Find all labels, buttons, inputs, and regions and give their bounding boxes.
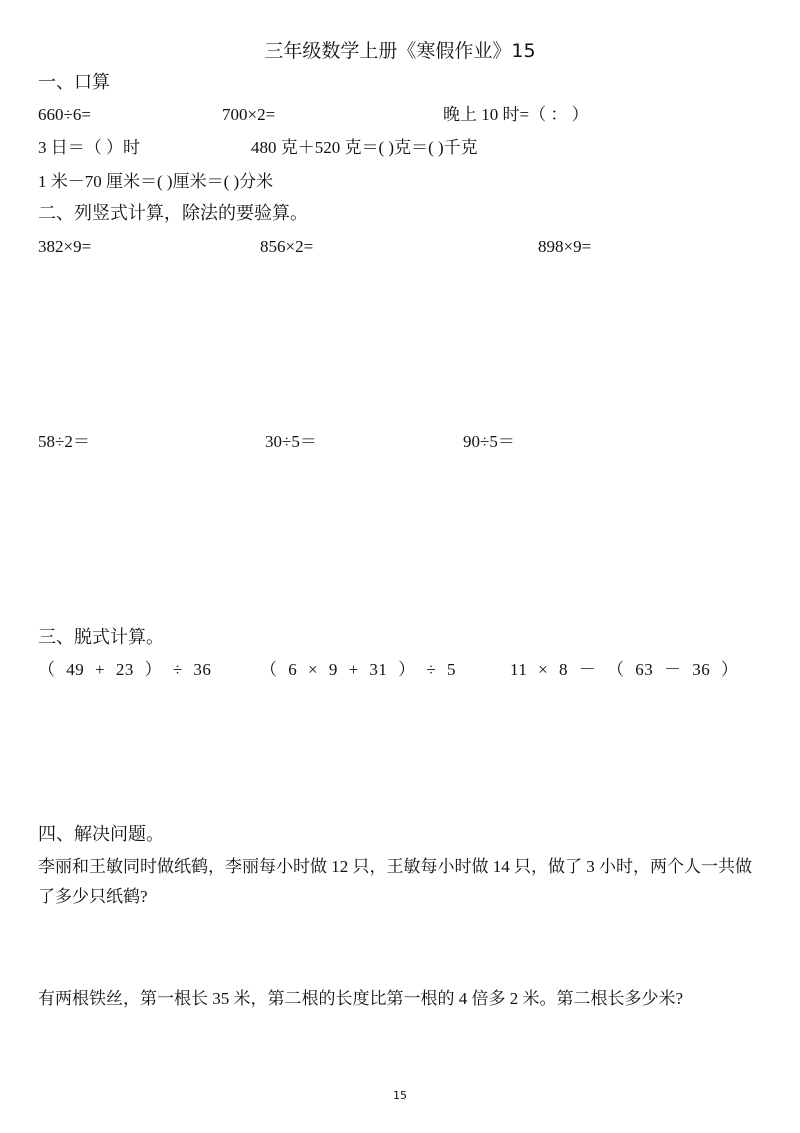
section-problems-heading: 四、解决问题。 (38, 824, 164, 845)
section-stepwise-heading: 三、脱式计算。 (38, 627, 164, 648)
oral-item-5: 480 克＋520 克＝( )克＝( )千克 (251, 138, 478, 157)
vertical-item-3: 898×9= (538, 237, 592, 256)
vertical-item-6: 90÷5＝ (463, 432, 515, 451)
oral-item-2: 700×2= (222, 105, 276, 124)
problem-1-text: 李丽和王敏同时做纸鹤，李丽每小时做 12 只，王敏每小时做 14 只，做了 3 小时，两个人一共做了多少只纸鹤? (38, 857, 752, 906)
oral-item-3: 晚上 10 时=（ ： ） (443, 105, 589, 124)
problem-2-text: 有两根铁丝，第一根长 35 米，第二根的长度比第一根的 4 倍多 2 米。第二根长多少米? (38, 989, 684, 1008)
vertical-item-5: 30÷5＝ (265, 432, 317, 451)
page-title: 三年级数学上册《寒假作业》15 (264, 40, 536, 62)
section-vertical-heading: 二、列竖式计算，除法的要验算。 (38, 203, 308, 224)
vertical-item-2: 856×2= (260, 237, 314, 256)
stepwise-item-1: （ 49 + 23 ） ÷ 36 (38, 660, 212, 679)
stepwise-item-2: （ 6 × 9 + 31 ） ÷ 5 (260, 660, 457, 679)
oral-item-1: 660÷6= (38, 105, 91, 124)
oral-item-6: 1 米－70 厘米＝( )厘米＝( )分米 (38, 172, 274, 191)
oral-item-4: 3 日＝（ ）时 (38, 138, 140, 157)
vertical-item-4: 58÷2＝ (38, 432, 90, 451)
stepwise-item-3: 11 × 8 － （ 63 － 36 ） (510, 660, 739, 679)
vertical-item-1: 382×9= (38, 237, 92, 256)
page-number: 15 (393, 1089, 407, 1102)
section-oral-heading: 一、口算 (38, 72, 110, 93)
